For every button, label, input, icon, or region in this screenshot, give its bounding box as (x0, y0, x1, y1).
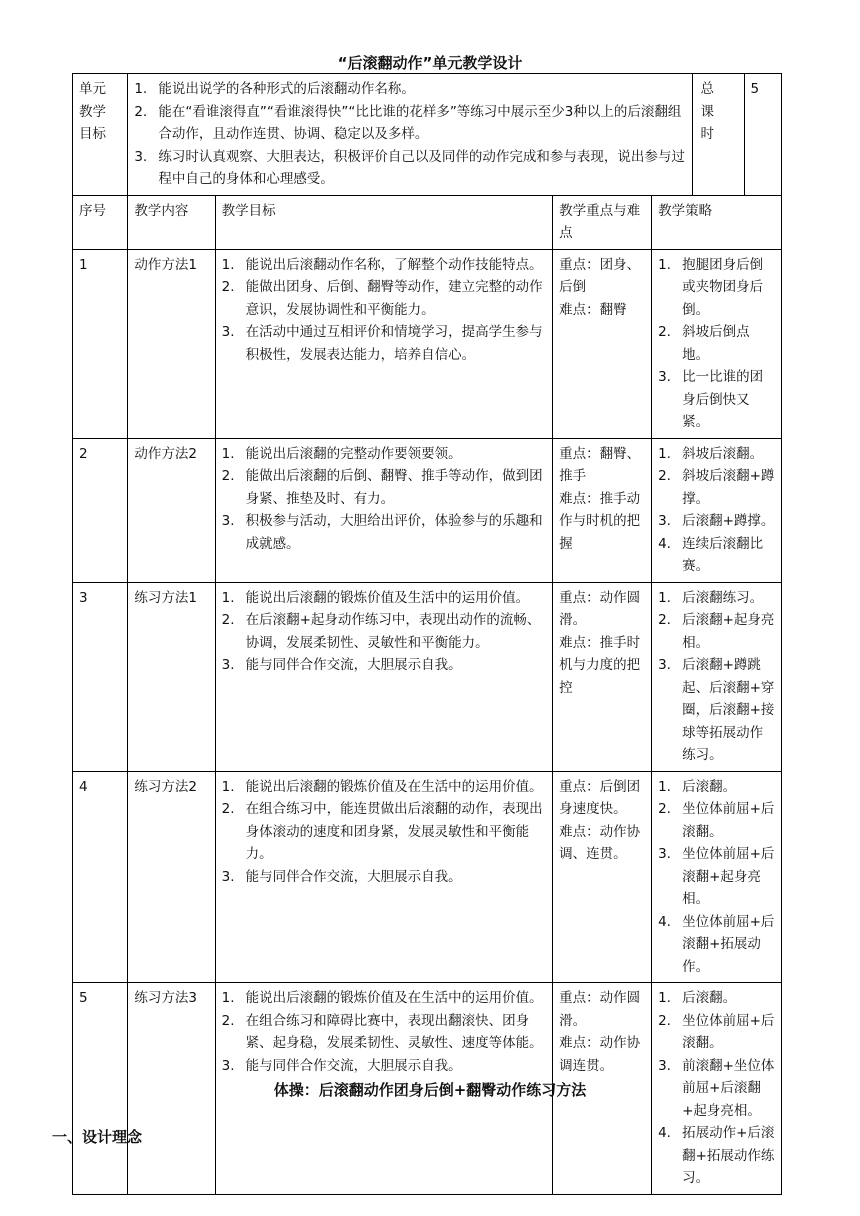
document-title: “后滚翻动作”单元教学设计 (337, 54, 523, 72)
table-row (73, 249, 782, 438)
list-item-number: 2. (221, 279, 235, 295)
header-content: 教学内容 (128, 195, 215, 249)
list-item-number: 1. (221, 256, 235, 273)
list-item (134, 146, 685, 191)
list-item (658, 609, 775, 654)
list-item-text: 抱腿团身后倒或夹物团身后倒。 (682, 256, 764, 318)
row-key-points: 重点：团身、后倒 难点：翻臀 (553, 249, 652, 438)
list-item-text: 后滚翻练习。 (682, 589, 764, 606)
list-item-text: 拓展动作+后滚翻+拓展动作练习。 (682, 1125, 775, 1186)
list-item-number: 3. (221, 1057, 235, 1074)
list-item-number: 2. (221, 801, 235, 817)
list-item (222, 776, 546, 799)
list-item-number: 1. (658, 990, 671, 1006)
list-item-number: 3. (658, 1057, 671, 1074)
list-item-number: 1. (134, 81, 148, 97)
strategy-list (658, 254, 775, 434)
list-item-number: 3. (221, 513, 235, 529)
list-item (222, 1055, 546, 1078)
strategy-list (658, 776, 775, 979)
list-item (658, 1010, 775, 1055)
unit-goals-list (134, 78, 685, 191)
list-item-text: 能与同伴合作交流，大胆展示自我。 (245, 657, 462, 673)
list-item (222, 987, 546, 1010)
goals-list (222, 254, 546, 367)
list-item-text: 比一比谁的团身后倒快又紧。 (682, 369, 764, 430)
header-key: 教学重点与难点 (553, 195, 652, 249)
list-item-text: 后滚翻。 (682, 990, 737, 1006)
list-item (222, 609, 546, 654)
row-key-points: 重点：翻臀、推手 难点：推手动作与时机的把握 (553, 438, 652, 582)
list-item-number: 3. (658, 657, 671, 673)
list-item-number: 1. (221, 778, 235, 795)
row-key-points: 重点：动作圆滑。 难点：推手时机与力度的把控 (553, 582, 652, 771)
list-item-text: 前滚翻+坐位体前屈+后滚翻+起身亮相。 (682, 1057, 775, 1119)
list-item (658, 587, 775, 610)
list-item-text: 能说出后滚翻的锻炼价值及生活中的运用价值。 (245, 589, 530, 606)
list-item-number: 2. (658, 468, 671, 484)
list-item-number: 1. (658, 778, 671, 795)
unit-goals-inner (128, 74, 781, 195)
list-item-number: 4. (658, 535, 671, 552)
list-item (658, 798, 775, 843)
list-item (658, 1122, 775, 1190)
list-item-text: 斜坡后滚翻。 (682, 445, 764, 462)
row-content: 动作方法1 (128, 249, 215, 438)
header-strategy: 教学策略 (652, 195, 782, 249)
list-item-number: 3. (658, 369, 671, 385)
list-item-text: 能说出后滚翻动作名称，了解整个动作技能特点。 (245, 256, 543, 273)
list-item-number: 2. (221, 1012, 235, 1029)
list-item-number: 3. (658, 513, 671, 529)
strategy-list (658, 443, 775, 578)
list-item (222, 465, 546, 510)
list-item (658, 510, 775, 533)
row-seq: 2 (73, 438, 128, 582)
list-item (222, 798, 546, 866)
goals-list (222, 443, 546, 556)
list-item-text: 能做出后滚翻的后倒、翻臀、推手等动作，做到团身紧、推垫及时、有力。 (245, 468, 543, 507)
list-item-text: 斜坡后滚翻+蹲撑。 (682, 468, 775, 507)
list-item-number: 3. (658, 846, 671, 862)
list-item-number: 2. (658, 612, 671, 628)
list-item (222, 866, 546, 889)
total-hours-label: 总 课 时 (692, 74, 744, 195)
list-item (222, 321, 546, 366)
header-goal: 教学目标 (215, 195, 552, 249)
row-strategy (652, 582, 782, 771)
list-item-number: 3. (221, 324, 235, 340)
list-item (134, 101, 685, 146)
row-seq: 4 (73, 771, 128, 983)
header-row (73, 195, 782, 249)
header-seq: 序号 (73, 195, 128, 249)
row-goals (215, 771, 552, 983)
list-item-number: 2. (221, 468, 235, 484)
list-item-text: 在组合练习中，能连贯做出后滚翻的动作，表现出身体滚动的速度和团身紧，发展灵敏性和平衡能力。 (245, 801, 543, 862)
list-item (658, 366, 775, 434)
list-item-number: 3. (221, 657, 235, 673)
total-hours-value: 5 (750, 81, 760, 97)
list-item-text: 在组合练习和障碍比赛中，表现出翻滚快、团身紧、起身稳，发展柔韧性、灵敏性、速度等体能。 (245, 1012, 543, 1051)
list-item (222, 654, 546, 677)
list-item-text: 坐位体前屈+后滚翻。 (682, 801, 775, 840)
list-item-text: 能做出团身、后倒、翻臀等动作，建立完整的动作意识，发展协调性和平衡能力。 (245, 279, 543, 318)
row-content: 练习方法2 (128, 771, 215, 983)
goals-list (222, 987, 546, 1077)
section-heading: 一、设计理念 (52, 1128, 143, 1146)
row-goals (215, 582, 552, 771)
unit-goals-label: 单元 教学 目标 (73, 74, 128, 196)
list-item (658, 321, 775, 366)
list-item (658, 465, 775, 510)
list-item-number: 4. (658, 913, 671, 930)
list-item (222, 443, 546, 466)
table-row (73, 438, 782, 582)
list-item-text: 坐位体前屈+后滚翻。 (682, 1012, 775, 1051)
list-item-text: 在活动中通过互相评价和情境学习，提高学生参与积极性，发展表达能力，培养自信心。 (245, 324, 543, 363)
list-item-number: 3. (134, 148, 148, 165)
list-item (134, 78, 685, 101)
list-item-number: 1. (221, 445, 235, 462)
list-item-number: 1. (658, 445, 671, 462)
list-item (222, 254, 546, 277)
lesson-subtitle: 体操：后滚翻动作团身后倒+翻臀动作练习方法 (273, 1081, 587, 1099)
list-item-number: 1. (658, 589, 671, 606)
list-item (222, 510, 546, 555)
list-item (658, 533, 775, 578)
row-goals (215, 438, 552, 582)
table-row (73, 771, 782, 983)
list-item-number: 2. (658, 1012, 671, 1029)
row-seq: 1 (73, 249, 128, 438)
list-item (658, 254, 775, 322)
list-item (658, 443, 775, 466)
list-item-text: 能与同伴合作交流，大胆展示自我。 (245, 868, 462, 885)
goals-list (222, 776, 546, 889)
list-item-text: 后滚翻+起身亮相。 (682, 612, 775, 651)
row-key-points: 重点：后倒团身速度快。 难点：动作协调、连贯。 (553, 771, 652, 983)
list-item-text: 能在“看谁滚得直”“看谁滚得快”“比比谁的花样多”等练习中展示至少3种以上的后滚翻组合动作，且动作连贯、协调、稳定以及多样。 (158, 103, 682, 142)
row-goals (215, 249, 552, 438)
row-key-points: 重点：动作圆滑。 难点：动作协调连贯。 (553, 983, 652, 1195)
table-row (73, 582, 782, 771)
list-item-text: 能说出后滚翻的完整动作要领要领。 (245, 445, 462, 462)
list-item-text: 后滚翻+蹲撑。 (682, 513, 775, 529)
row-content: 练习方法3 (128, 983, 215, 1195)
list-item (222, 1010, 546, 1055)
list-item-text: 能说出后滚翻的锻炼价值及在生活中的运用价值。 (245, 778, 543, 795)
list-item-text: 坐位体前屈+后滚翻+拓展动作。 (682, 913, 775, 975)
goals-list (222, 587, 546, 677)
row-strategy (652, 438, 782, 582)
list-item-text: 积极参与活动，大胆给出评价，体验参与的乐趣和成就感。 (245, 513, 543, 552)
list-item-number: 2. (658, 324, 671, 340)
list-item-text: 斜坡后倒点地。 (682, 324, 750, 363)
row-seq: 3 (73, 582, 128, 771)
list-item-text: 能说出说学的各种形式的后滚翻动作名称。 (158, 81, 415, 97)
row-strategy (652, 771, 782, 983)
list-item-number: 2. (134, 103, 148, 120)
list-item-number: 4. (658, 1125, 671, 1141)
list-item-text: 后滚翻。 (682, 778, 737, 795)
list-item-text: 在后滚翻+起身动作练习中，表现出动作的流畅、协调，发展柔韧性、灵敏性和平衡能力。 (245, 612, 541, 651)
list-item-text: 能与同伴合作交流，大胆展示自我。 (245, 1057, 462, 1074)
list-item (658, 911, 775, 979)
list-item (658, 987, 775, 1010)
list-item-number: 1. (658, 256, 671, 273)
list-item-text: 练习时认真观察、大胆表达，积极评价自己以及同伴的动作完成和参与表现，说出参与过程中自己的身体和心理感受。 (158, 148, 685, 187)
unit-goals-row (73, 74, 782, 196)
list-item-number: 1. (221, 990, 235, 1006)
list-item (658, 654, 775, 767)
list-item-number: 3. (221, 868, 235, 885)
row-seq: 5 (73, 983, 128, 1195)
list-item-text: 后滚翻+蹲跳起、后滚翻+穿圈，后滚翻+接球等拓展动作练习。 (682, 657, 775, 763)
list-item (222, 587, 546, 610)
list-item (658, 843, 775, 911)
row-strategy (652, 249, 782, 438)
row-content: 练习方法1 (128, 582, 215, 771)
list-item-number: 2. (221, 612, 235, 628)
list-item-number: 1. (221, 589, 235, 606)
list-item (222, 276, 546, 321)
list-item (658, 776, 775, 799)
strategy-list (658, 587, 775, 767)
row-content: 动作方法2 (128, 438, 215, 582)
list-item-text: 能说出后滚翻的锻炼价值及在生活中的运用价值。 (245, 990, 543, 1006)
list-item-text: 坐位体前屈+后滚翻+起身亮相。 (682, 846, 775, 907)
table-body (73, 74, 782, 1195)
list-item-text: 连续后滚翻比赛。 (682, 535, 764, 574)
unit-design-table (72, 73, 782, 1195)
list-item-number: 2. (658, 801, 671, 817)
